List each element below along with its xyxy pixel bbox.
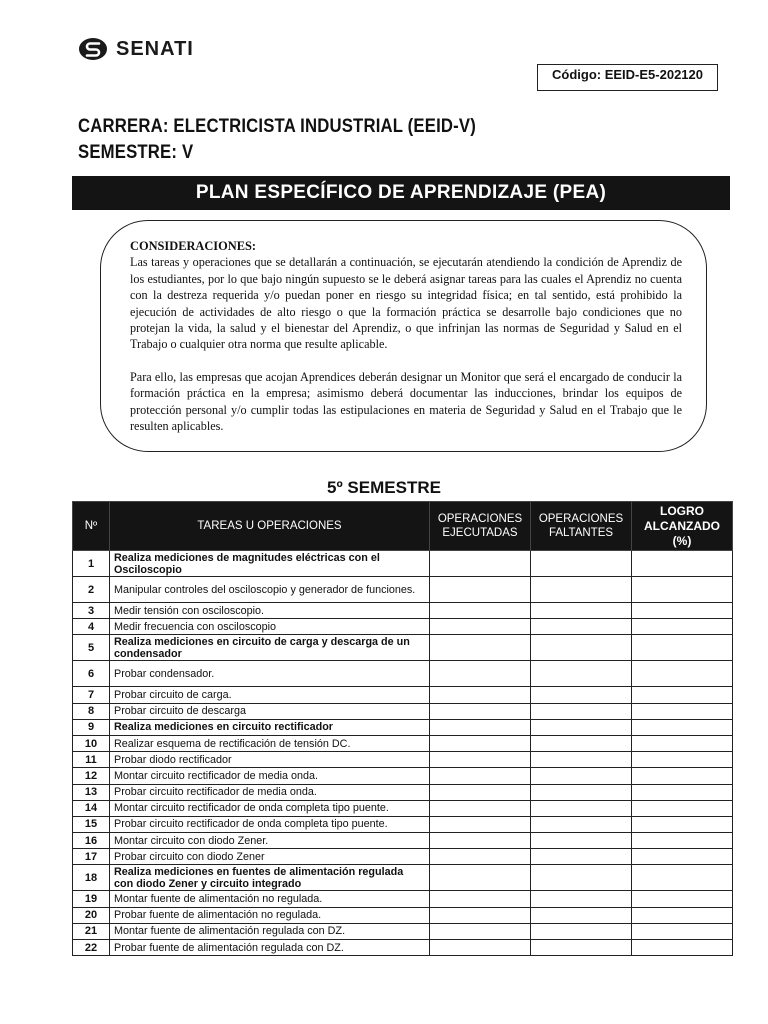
row-number: 19 bbox=[73, 891, 110, 907]
row-number: 15 bbox=[73, 816, 110, 832]
row-faltantes-cell[interactable] bbox=[531, 635, 632, 661]
row-faltantes-cell[interactable] bbox=[531, 687, 632, 703]
row-ejecutadas-cell[interactable] bbox=[430, 940, 531, 956]
considerations-paragraph-1: Las tareas y operaciones que se detallarán a continuación, se ejecutarán atendiendo la condición de Aprendiz de los estudiantes, por lo que bajo ningún supuesto se le deberá asignar tareas para las cuales el Aprendiz no cuenta con la destreza requerida y/o puedan poner en riesgo su integridad física; en tal sentido, está prohibido la ejecución de actividades de alto riesgo o que la formación práctica se desarrolle bajo condiciones que no protejan la vida, la salud y el bienestar del Aprendiz, o que infrinjan las normas de Seguridad y Salud en el Trabajo o cualquier otra norma que resulte aplicable. bbox=[130, 255, 682, 352]
row-ejecutadas-cell[interactable] bbox=[430, 865, 531, 891]
row-ejecutadas-cell[interactable] bbox=[430, 784, 531, 800]
row-logro-cell[interactable] bbox=[632, 703, 733, 719]
row-number: 12 bbox=[73, 768, 110, 784]
header-num: Nº bbox=[73, 502, 110, 551]
row-logro-cell[interactable] bbox=[632, 800, 733, 816]
row-faltantes-cell[interactable] bbox=[531, 661, 632, 687]
row-logro-cell[interactable] bbox=[632, 619, 733, 635]
row-ejecutadas-cell[interactable] bbox=[430, 735, 531, 751]
table-row bbox=[73, 865, 733, 891]
row-ejecutadas-cell[interactable] bbox=[430, 635, 531, 661]
row-number: 1 bbox=[73, 551, 110, 577]
row-number: 13 bbox=[73, 784, 110, 800]
row-faltantes-cell[interactable] bbox=[531, 551, 632, 577]
row-faltantes-cell[interactable] bbox=[531, 784, 632, 800]
table-row bbox=[73, 577, 733, 603]
row-ejecutadas-cell[interactable] bbox=[430, 703, 531, 719]
row-number: 14 bbox=[73, 800, 110, 816]
row-logro-cell[interactable] bbox=[632, 768, 733, 784]
semestre-heading: SEMESTRE: V bbox=[78, 142, 194, 163]
row-logro-cell[interactable] bbox=[632, 940, 733, 956]
row-logro-cell[interactable] bbox=[632, 635, 733, 661]
row-number: 18 bbox=[73, 865, 110, 891]
row-ejecutadas-cell[interactable] bbox=[430, 833, 531, 849]
row-faltantes-cell[interactable] bbox=[531, 865, 632, 891]
row-task: Probar circuito con diodo Zener bbox=[110, 849, 430, 865]
row-faltantes-cell[interactable] bbox=[531, 833, 632, 849]
table-row bbox=[73, 735, 733, 751]
row-logro-cell[interactable] bbox=[632, 907, 733, 923]
row-logro-cell[interactable] bbox=[632, 603, 733, 619]
row-faltantes-cell[interactable] bbox=[531, 619, 632, 635]
table-row bbox=[73, 907, 733, 923]
table-row bbox=[73, 940, 733, 956]
row-ejecutadas-cell[interactable] bbox=[430, 768, 531, 784]
row-task: Probar circuito rectificador de media onda. bbox=[110, 784, 430, 800]
row-logro-cell[interactable] bbox=[632, 661, 733, 687]
logo-text: SENATI bbox=[116, 37, 194, 60]
row-logro-cell[interactable] bbox=[632, 923, 733, 939]
document-code: Código: EEID-E5-202120 bbox=[537, 64, 718, 91]
table-row bbox=[73, 784, 733, 800]
row-ejecutadas-cell[interactable] bbox=[430, 907, 531, 923]
pea-banner: PLAN ESPECÍFICO DE APRENDIZAJE (PEA) bbox=[72, 176, 730, 210]
row-ejecutadas-cell[interactable] bbox=[430, 603, 531, 619]
row-task: Probar fuente de alimentación regulada con DZ. bbox=[110, 940, 430, 956]
row-number: 4 bbox=[73, 619, 110, 635]
table-row bbox=[73, 603, 733, 619]
row-ejecutadas-cell[interactable] bbox=[430, 752, 531, 768]
table-body bbox=[73, 551, 733, 956]
row-number: 11 bbox=[73, 752, 110, 768]
row-task: Realiza mediciones en circuito de carga y descarga de un condensador bbox=[110, 635, 430, 661]
table-row bbox=[73, 719, 733, 735]
row-ejecutadas-cell[interactable] bbox=[430, 687, 531, 703]
row-logro-cell[interactable] bbox=[632, 687, 733, 703]
row-task: Montar circuito con diodo Zener. bbox=[110, 833, 430, 849]
table-row bbox=[73, 833, 733, 849]
row-task: Probar fuente de alimentación no regulada. bbox=[110, 907, 430, 923]
row-ejecutadas-cell[interactable] bbox=[430, 816, 531, 832]
row-ejecutadas-cell[interactable] bbox=[430, 849, 531, 865]
row-task: Montar circuito rectificador de onda completa tipo puente. bbox=[110, 800, 430, 816]
header-task: TAREAS U OPERACIONES bbox=[110, 502, 430, 551]
row-ejecutadas-cell[interactable] bbox=[430, 577, 531, 603]
row-ejecutadas-cell[interactable] bbox=[430, 891, 531, 907]
table-row bbox=[73, 849, 733, 865]
row-faltantes-cell[interactable] bbox=[531, 800, 632, 816]
row-number: 16 bbox=[73, 833, 110, 849]
row-ejecutadas-cell[interactable] bbox=[430, 661, 531, 687]
table-row bbox=[73, 661, 733, 687]
row-faltantes-cell[interactable] bbox=[531, 735, 632, 751]
row-number: 6 bbox=[73, 661, 110, 687]
row-logro-cell[interactable] bbox=[632, 849, 733, 865]
row-number: 20 bbox=[73, 907, 110, 923]
senati-logo bbox=[78, 34, 194, 64]
row-faltantes-cell[interactable] bbox=[531, 719, 632, 735]
table-row bbox=[73, 687, 733, 703]
table-row bbox=[73, 635, 733, 661]
considerations-title: CONSIDERACIONES: bbox=[130, 239, 256, 253]
table-row bbox=[73, 923, 733, 939]
table-row bbox=[73, 891, 733, 907]
row-faltantes-cell[interactable] bbox=[531, 752, 632, 768]
row-number: 17 bbox=[73, 849, 110, 865]
header-ejecutadas: OPERACIONES EJECUTADAS bbox=[430, 502, 531, 551]
row-logro-cell[interactable] bbox=[632, 551, 733, 577]
row-task: Realizar esquema de rectificación de tensión DC. bbox=[110, 735, 430, 751]
row-ejecutadas-cell[interactable] bbox=[430, 800, 531, 816]
row-number: 5 bbox=[73, 635, 110, 661]
row-number: 7 bbox=[73, 687, 110, 703]
table-row bbox=[73, 752, 733, 768]
row-faltantes-cell[interactable] bbox=[531, 907, 632, 923]
row-task: Realiza mediciones de magnitudes eléctricas con el Osciloscopio bbox=[110, 551, 430, 577]
row-ejecutadas-cell[interactable] bbox=[430, 619, 531, 635]
row-faltantes-cell[interactable] bbox=[531, 703, 632, 719]
row-number: 3 bbox=[73, 603, 110, 619]
row-logro-cell[interactable] bbox=[632, 816, 733, 832]
row-task: Probar circuito de descarga bbox=[110, 703, 430, 719]
row-task: Medir frecuencia con osciloscopio bbox=[110, 619, 430, 635]
row-number: 9 bbox=[73, 719, 110, 735]
row-task: Medir tensión con osciloscopio. bbox=[110, 603, 430, 619]
row-logro-cell[interactable] bbox=[632, 891, 733, 907]
row-logro-cell[interactable] bbox=[632, 577, 733, 603]
table-row bbox=[73, 816, 733, 832]
row-faltantes-cell[interactable] bbox=[531, 603, 632, 619]
table-row bbox=[73, 551, 733, 577]
row-number: 21 bbox=[73, 923, 110, 939]
table-row bbox=[73, 703, 733, 719]
row-task: Montar fuente de alimentación no regulada. bbox=[110, 891, 430, 907]
table-row bbox=[73, 619, 733, 635]
considerations-box bbox=[130, 238, 682, 434]
header-faltantes: OPERACIONES FALTANTES bbox=[531, 502, 632, 551]
row-ejecutadas-cell[interactable] bbox=[430, 923, 531, 939]
row-logro-cell[interactable] bbox=[632, 865, 733, 891]
row-number: 2 bbox=[73, 577, 110, 603]
row-faltantes-cell[interactable] bbox=[531, 768, 632, 784]
row-number: 8 bbox=[73, 703, 110, 719]
row-task: Montar fuente de alimentación regulada con DZ. bbox=[110, 923, 430, 939]
row-task: Realiza mediciones en fuentes de alimentación regulada con diodo Zener y circuito integrado bbox=[110, 865, 430, 891]
carrera-heading: CARRERA: ELECTRICISTA INDUSTRIAL (EEID-V) bbox=[78, 116, 476, 137]
row-number: 10 bbox=[73, 735, 110, 751]
considerations-paragraph-2: Para ello, las empresas que acojan Aprendices deberán designar un Monitor que será el encargado de conducir la formación práctica en la empresa; asimismo deberá documentar las inducciones, brindar los equipos de protección personal y/o cumplir todas las estipulaciones en materia de Seguridad y Salud en el Trabajo que le resulten aplicables. bbox=[130, 369, 682, 434]
tasks-table bbox=[72, 501, 733, 956]
table-row bbox=[73, 800, 733, 816]
row-task: Probar condensador. bbox=[110, 661, 430, 687]
row-logro-cell[interactable] bbox=[632, 833, 733, 849]
row-task: Manipular controles del osciloscopio y generador de funciones. bbox=[110, 577, 430, 603]
row-task: Montar circuito rectificador de media onda. bbox=[110, 768, 430, 784]
table-row bbox=[73, 768, 733, 784]
row-faltantes-cell[interactable] bbox=[531, 816, 632, 832]
row-task: Realiza mediciones en circuito rectificador bbox=[110, 719, 430, 735]
row-ejecutadas-cell[interactable] bbox=[430, 551, 531, 577]
row-task: Probar circuito de carga. bbox=[110, 687, 430, 703]
senati-logo-icon bbox=[78, 34, 108, 64]
row-task: Probar circuito rectificador de onda completa tipo puente. bbox=[110, 816, 430, 832]
row-faltantes-cell[interactable] bbox=[531, 849, 632, 865]
row-logro-cell[interactable] bbox=[632, 719, 733, 735]
row-faltantes-cell[interactable] bbox=[531, 891, 632, 907]
row-logro-cell[interactable] bbox=[632, 752, 733, 768]
semester-title: 5º SEMESTRE bbox=[327, 478, 441, 497]
table-header-row bbox=[73, 502, 733, 551]
row-logro-cell[interactable] bbox=[632, 784, 733, 800]
row-task: Probar diodo rectificador bbox=[110, 752, 430, 768]
row-faltantes-cell[interactable] bbox=[531, 577, 632, 603]
row-logro-cell[interactable] bbox=[632, 735, 733, 751]
row-faltantes-cell[interactable] bbox=[531, 940, 632, 956]
row-faltantes-cell[interactable] bbox=[531, 923, 632, 939]
header-logro: LOGRO ALCANZADO (%) bbox=[632, 502, 733, 551]
row-number: 22 bbox=[73, 940, 110, 956]
row-ejecutadas-cell[interactable] bbox=[430, 719, 531, 735]
